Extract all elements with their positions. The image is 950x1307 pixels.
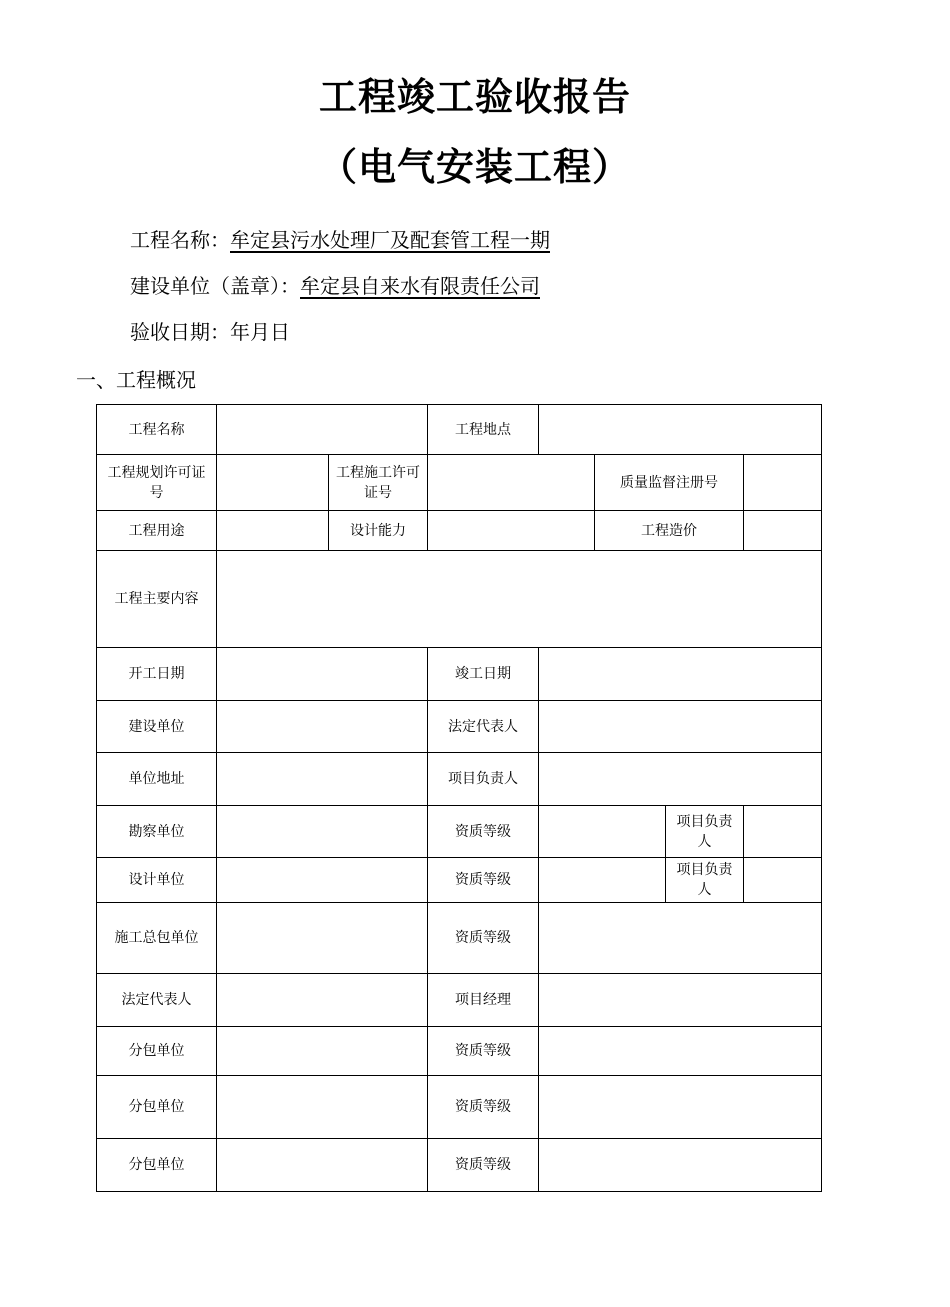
table-row [97,551,822,648]
cell-label-survey-qualification: 资质等级 [428,806,539,858]
project-overview-table [96,404,822,1192]
report-subtitle: （电气安装工程） [318,145,631,189]
cell-label-construction-permit: 工程施工许可证号 [329,455,428,511]
cell-label-design-qualification: 资质等级 [428,858,539,903]
table-row [97,903,822,974]
cell-value-design-unit[interactable] [217,858,428,903]
cell-label-quality-reg: 质量监督注册号 [595,455,744,511]
cell-value-planning-permit[interactable] [217,455,329,511]
cell-value-project-manager[interactable] [539,974,822,1027]
cell-label-subcontractor-1: 分包单位 [97,1027,217,1076]
report-title: 工程竣工验收报告 [318,75,631,119]
cell-value-sub1-qualification[interactable] [539,1027,822,1076]
table-row [97,1076,822,1139]
meta-date-label: 验收日期： [130,320,230,344]
cell-value-general-contractor[interactable] [217,903,428,974]
cell-value-sub3-qualification[interactable] [539,1139,822,1192]
meta-date-value: 年月日 [230,320,290,344]
cell-label-project-manager: 项目经理 [428,974,539,1027]
table-row [97,858,822,903]
cell-label-general-contractor: 施工总包单位 [97,903,217,974]
cell-label-project-leader: 项目负责人 [428,753,539,806]
table-row [97,405,822,455]
cell-label-design-leader: 项目负责人 [666,858,744,903]
cell-value-survey-leader[interactable] [744,806,822,858]
table-row [97,648,822,701]
cell-label-builder: 建设单位 [97,701,217,753]
cell-label-main-content: 工程主要内容 [97,551,217,648]
cell-label-completion-date: 竣工日期 [428,648,539,701]
cell-label-sub2-qualification: 资质等级 [428,1076,539,1139]
cell-label-design-capacity: 设计能力 [329,511,428,551]
cell-label-cost: 工程造价 [595,511,744,551]
cell-label-start-date: 开工日期 [97,648,217,701]
table-row [97,753,822,806]
cell-value-quality-reg[interactable] [744,455,822,511]
cell-value-legal-rep[interactable] [539,701,822,753]
cell-label-sub1-qualification: 资质等级 [428,1027,539,1076]
cell-value-builder[interactable] [217,701,428,753]
table-row [97,806,822,858]
cell-label-project-location: 工程地点 [428,405,539,455]
cell-value-design-leader[interactable] [744,858,822,903]
cell-value-start-date[interactable] [217,648,428,701]
cell-label-usage: 工程用途 [97,511,217,551]
cell-value-survey-unit[interactable] [217,806,428,858]
section-heading: 一、工程概况 [76,368,196,392]
cell-label-legal-rep: 法定代表人 [428,701,539,753]
table-row [97,974,822,1027]
cell-value-contractor-qualification[interactable] [539,903,822,974]
meta-acceptance-date [130,316,290,345]
cell-value-project-location[interactable] [539,405,822,455]
cell-label-subcontractor-2: 分包单位 [97,1076,217,1139]
cell-value-usage[interactable] [217,511,329,551]
meta-project-name-label: 工程名称： [130,228,230,252]
meta-builder-value: 牟定县自来水有限责任公司 [300,274,540,298]
cell-label-planning-permit: 工程规划许可证号 [97,455,217,511]
cell-value-design-qualification[interactable] [539,858,666,903]
cell-value-project-name[interactable] [217,405,428,455]
cell-value-completion-date[interactable] [539,648,822,701]
table-row [97,1027,822,1076]
meta-builder-label: 建设单位（盖章）： [130,274,300,298]
cell-value-sub2-qualification[interactable] [539,1076,822,1139]
cell-label-contractor-legal-rep: 法定代表人 [97,974,217,1027]
cell-label-survey-unit: 勘察单位 [97,806,217,858]
table-row [97,511,822,551]
meta-builder [130,270,540,299]
cell-value-cost[interactable] [744,511,822,551]
cell-label-survey-leader: 项目负责人 [666,806,744,858]
cell-label-design-unit: 设计单位 [97,858,217,903]
cell-label-contractor-qualification: 资质等级 [428,903,539,974]
meta-project-name-value: 牟定县污水处理厂及配套管工程一期 [230,228,550,252]
cell-value-survey-qualification[interactable] [539,806,666,858]
cell-value-construction-permit[interactable] [428,455,595,511]
cell-label-sub3-qualification: 资质等级 [428,1139,539,1192]
cell-value-subcontractor-3[interactable] [217,1139,428,1192]
cell-label-project-name: 工程名称 [97,405,217,455]
cell-label-unit-address: 单位地址 [97,753,217,806]
table-row [97,455,822,511]
cell-value-unit-address[interactable] [217,753,428,806]
table-row [97,1139,822,1192]
cell-value-contractor-legal-rep[interactable] [217,974,428,1027]
cell-value-main-content[interactable] [217,551,822,648]
cell-value-project-leader[interactable] [539,753,822,806]
cell-value-subcontractor-1[interactable] [217,1027,428,1076]
meta-project-name [130,224,550,253]
table-row [97,701,822,753]
cell-value-design-capacity[interactable] [428,511,595,551]
cell-value-subcontractor-2[interactable] [217,1076,428,1139]
cell-label-subcontractor-3: 分包单位 [97,1139,217,1192]
